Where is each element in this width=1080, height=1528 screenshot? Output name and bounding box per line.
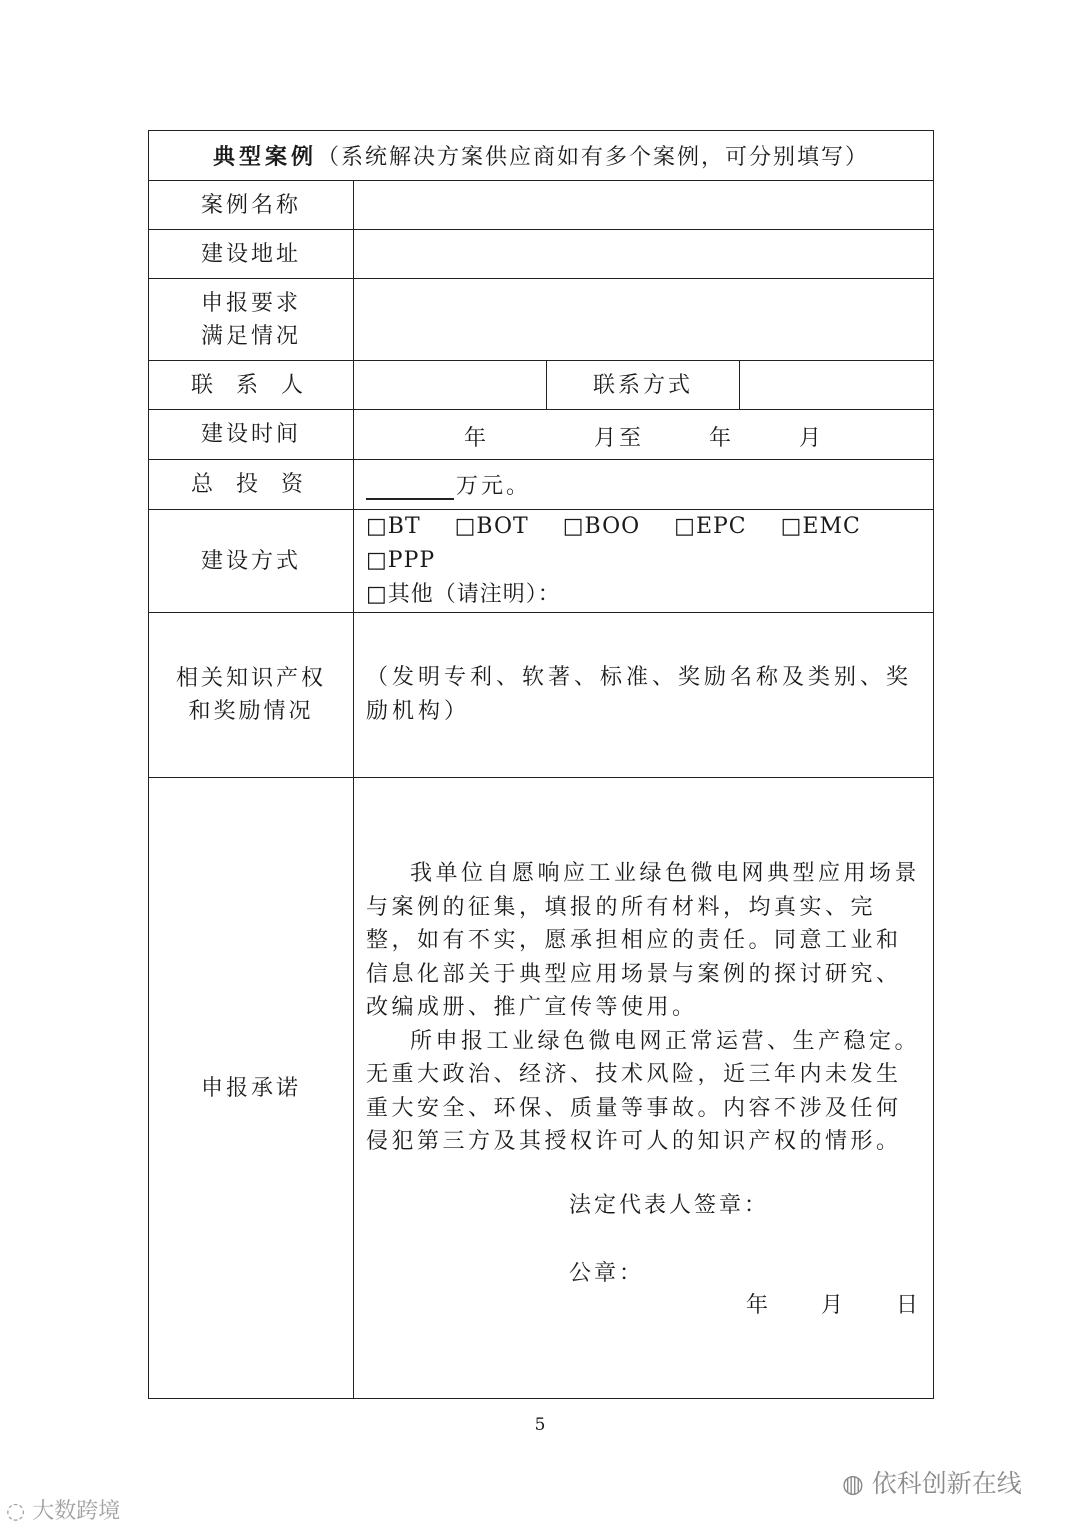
promise-field	[354, 778, 934, 1399]
watermark-left: ◌ 大数跨境	[6, 1499, 121, 1524]
watermark-right: ◍ 依科创新在线	[842, 1469, 1022, 1498]
build-time-label: 建设时间	[149, 410, 354, 460]
method-option-other[interactable]: □其他（请注明）：	[366, 582, 561, 607]
address-field[interactable]	[354, 230, 934, 279]
method-option-bot[interactable]: □BOT	[454, 514, 529, 539]
method-options-row	[354, 510, 933, 578]
promise-label: 申报承诺	[149, 778, 354, 1399]
ip-hint: （发明专利、软著、标准、奖励名称及类别、奖励机构）	[366, 665, 913, 724]
method-option-emc[interactable]: □EMC	[780, 514, 861, 539]
requirement-label-line1: 申报要求	[200, 290, 301, 316]
application-form-table	[148, 130, 934, 1399]
promise-paragraph-2: 所申报工业绿色微电网正常运营、生产稳定。无重大政治、经济、技术风险，近三年内未发生重大安全、环保、质量等事故。内容不涉及任何侵犯第三方及其授权许可人的知识产权的情形。	[366, 1028, 921, 1154]
ip-label	[149, 613, 354, 778]
contact-field[interactable]	[354, 361, 547, 410]
requirement-field[interactable]	[354, 279, 934, 361]
method-label: 建设方式	[149, 510, 354, 613]
method-field	[354, 510, 934, 613]
date-month2: 月	[799, 425, 825, 451]
form-title	[149, 131, 934, 181]
method-option-boo[interactable]: □BOO	[562, 514, 641, 539]
requirement-label-line2: 满足情况	[200, 323, 301, 349]
form-title-bold: 典型案例	[213, 144, 318, 170]
case-name-field[interactable]	[354, 181, 934, 230]
address-label: 建设地址	[149, 230, 354, 279]
method-option-bt[interactable]: □BT	[366, 514, 421, 539]
investment-label: 总 投 资	[149, 460, 354, 510]
contact-label: 联 系 人	[149, 361, 354, 410]
wechat-icon: ◍	[842, 1469, 864, 1498]
investment-unit: 万元。	[456, 474, 532, 499]
contact-method-label: 联系方式	[547, 361, 740, 410]
seal-label: 公章：	[569, 1261, 645, 1286]
ip-label-line2: 和奖励情况	[188, 699, 314, 724]
date-year1: 年	[464, 425, 490, 451]
page-number: 5	[534, 1415, 546, 1435]
case-name-label: 案例名称	[149, 181, 354, 230]
date-year2: 年	[709, 425, 735, 451]
contact-method-field[interactable]	[740, 361, 934, 410]
date-month-to: 月至	[594, 425, 645, 451]
investment-field[interactable]	[354, 460, 934, 510]
signature-label: 法定代表人签章：	[569, 1193, 770, 1218]
requirement-label	[149, 279, 354, 361]
ip-label-line1: 相关知识产权	[175, 666, 326, 691]
investment-blank[interactable]	[366, 474, 454, 500]
sign-date: 年 月 日	[746, 1293, 922, 1318]
method-option-ppp[interactable]: □PPP	[366, 548, 436, 573]
promise-paragraph-1: 我单位自愿响应工业绿色微电网典型应用场景与案例的征集，填报的所有材料，均真实、完整，如有不实，愿承担相应的责任。同意工业和信息化部关于典型应用场景与案例的探讨研究、改编成册、推广宣传等使用。	[366, 861, 921, 1020]
chat-bubble-icon: ◌	[6, 1499, 26, 1524]
method-option-epc[interactable]: □EPC	[674, 514, 747, 539]
ip-field[interactable]	[354, 613, 934, 778]
form-title-note: （系统解决方案供应商如有多个案例，可分别填写）	[317, 145, 870, 170]
build-time-field[interactable]	[354, 410, 934, 460]
